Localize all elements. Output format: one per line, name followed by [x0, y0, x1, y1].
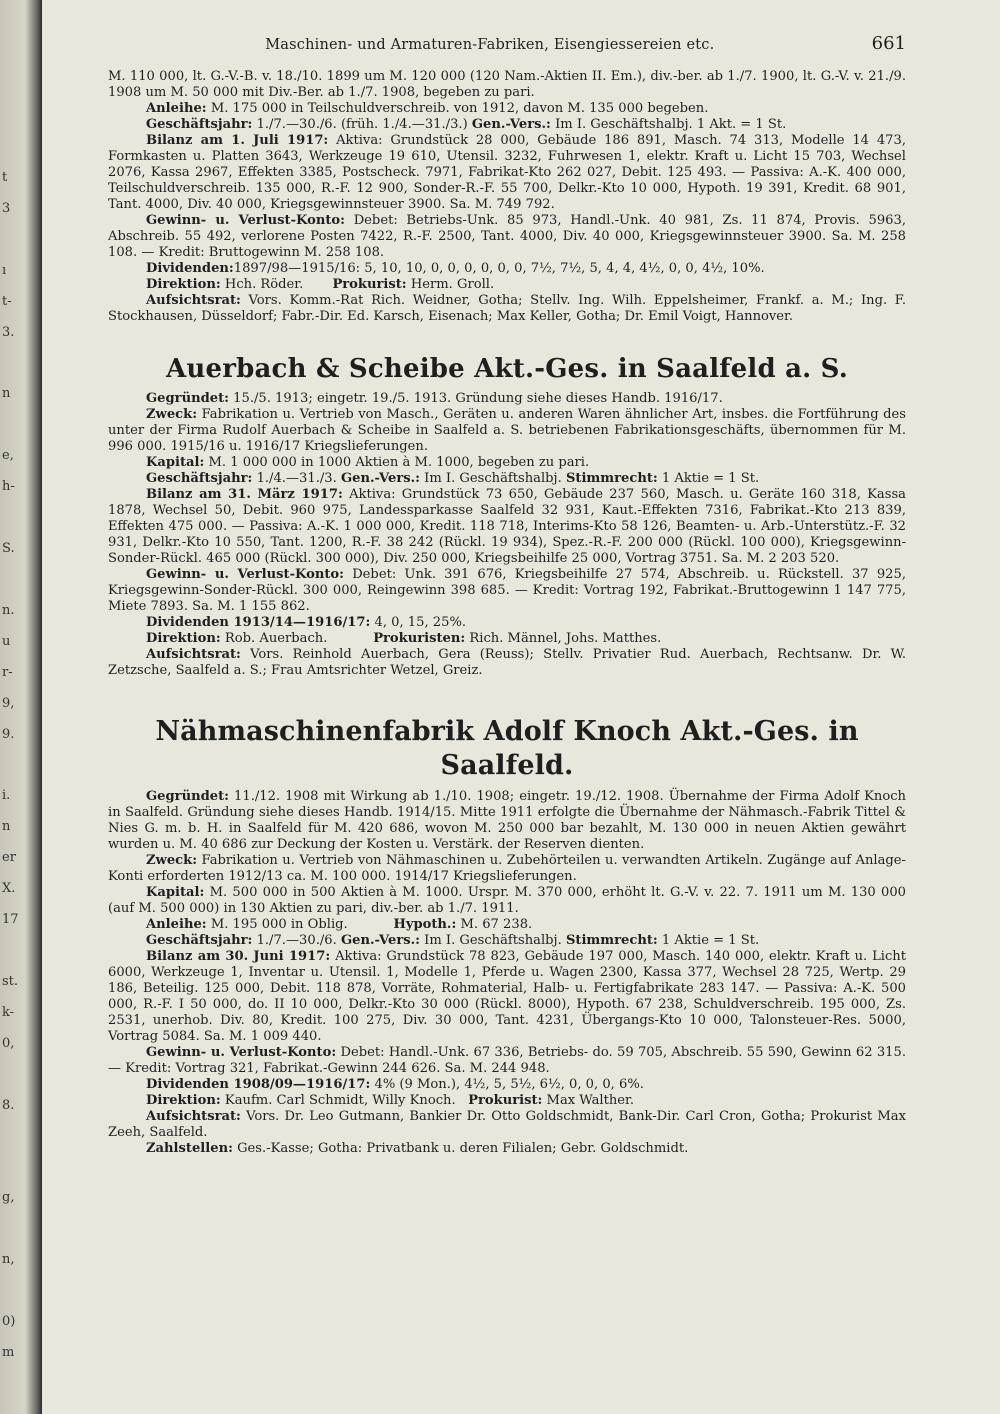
- stimmrecht-text: 1 Aktie = 1 St.: [661, 471, 760, 486]
- direktion-label: Direktion:: [146, 1093, 221, 1108]
- genvers-label: Gen.-Vers.:: [471, 117, 551, 132]
- direktion-entry: [108, 277, 906, 293]
- guv-text: Debet: Betriebs-Unk. 85 973, Handl.-Unk. 40 981, Zs. 11 874, Provis. 5963, Abschreib. 55 492, verlorene Posten 7422, R.-F. 2500, Tant. 4000, Div. 40 000, Kriegsgewinnsteuer 3900. Sa. M. 258 108. — Kredit: Bruttogewinn M. 258 108.: [108, 213, 906, 260]
- anleihe-entry: [108, 917, 906, 933]
- gutter-mark: S.: [2, 541, 15, 557]
- anleihe-text: M. 195 000 in Oblig.: [210, 917, 348, 932]
- section-continued: [108, 69, 906, 325]
- gutter-mark: er: [2, 850, 16, 866]
- bilanz-entry: [108, 487, 906, 567]
- geschaeftsjahr-label: Geschäftsjahr:: [146, 117, 253, 132]
- zweck-text: Fabrikation u. Vertrieb von Masch., Geräten u. anderen Waren ähnlicher Art, insbes. die Fortführung des unter der Firma Rudolf Auerbach & Scheibe in Saalfeld a. S. betriebenen Fabrikationsgeschäfts, übernommen für M. 996 000. 1915/16 u. 1916/17 Kriegslieferungen.: [108, 407, 907, 454]
- gutter-mark: r-: [2, 664, 13, 680]
- zweck-label: Zweck:: [146, 407, 198, 422]
- gutter-mark: n: [2, 819, 11, 835]
- guv-label: Gewinn- u. Verlust-Konto:: [146, 567, 344, 582]
- gegruendet-entry: [108, 789, 906, 853]
- aufsichtsrat-text: Vors. Reinhold Auerbach, Gera (Reuss); Stellv. Privatier Rud. Auerbach, Rechtsanw. Dr. W. Zetzsche, Saalfeld a. S.; Frau Amtsrichter Wetzel, Greiz.: [108, 647, 907, 678]
- gutter-mark: 8.: [2, 1097, 15, 1113]
- bilanz-entry: [108, 133, 906, 213]
- guv-text: Debet: Unk. 391 676, Kriegsbeihilfe 27 574, Abschreib. u. Rückstell. 37 925, Kriegsgewinn-Sonder-Rückl. 300 000, Reingewinn 398 685. — Kredit: Vortrag 192, Fabrikat.-Bruttogewinn 1 147 775, Miete 7893. Sa. M. 1 155 862.: [108, 567, 906, 614]
- direktion-text: Hch. Röder.: [224, 277, 304, 292]
- prokurist-label: Prokurist:: [332, 277, 407, 292]
- aufsichtsrat-entry: [108, 647, 906, 679]
- section-adolf-knoch: [108, 715, 906, 1157]
- kapital-text: M. 1 000 000 in 1000 Aktien à M. 1000, begeben zu pari.: [208, 455, 590, 470]
- document-page: [108, 33, 907, 1157]
- dividenden-label: Dividenden:: [146, 261, 234, 276]
- bilanz-label: Bilanz am 31. März 1917:: [146, 487, 343, 502]
- running-header: [108, 33, 906, 54]
- kapital-label: Kapital:: [146, 455, 205, 470]
- bilanz-text: Aktiva: Grundstück 28 000, Gebäude 186 891, Masch. 74 313, Modelle 14 473, Formkasten u. Platten 3643, Werkzeuge 19 610, Utensil. 3232, Fuhrwesen 1, elektr. Kraft u. Licht 15 703, Wechsel 2076, Kassa 2967, Effekten 3385, Postscheck. 7971, Fabrikat-Kto 262 027, Debit. 125 493. — Passiva: A.-K. 400 000, Teilschuldverschreib. 135 000, R.-F. 12 900, Sonder-R.-F. 55 700, Delkr.-Kto 10 000, Hypoth. 19 391, Kredit. 68 901, Tant. 4000, Div. 40 000, Kriegsgewinnsteuer 3900. Sa. M. 749 792.: [108, 133, 906, 212]
- guv-label: Gewinn- u. Verlust-Konto:: [146, 1045, 337, 1060]
- section-auerbach-scheibe: [108, 353, 906, 679]
- gutter-mark: 9,: [2, 695, 15, 711]
- direktion-text: Rob. Auerbach.: [224, 631, 328, 646]
- guv-entry: [108, 567, 906, 615]
- bilanz-text: Aktiva: Grundstück 78 823, Gebäude 197 000, Masch. 140 000, elektr. Kraft u. Licht 6000, Werkzeuge 1, Inventar u. Utensil. 1, Modelle 1, Pferde u. Wagen 2300, Kassa 377, Wechsel 28 725, Wertp. 29 186, Beteilig. 125 000, Debit. 118 878, Vorräte, Rohmaterial, Halb- u. Fertigfabrikate 283 147. — Passiva: A.-K. 500 000, R.-F. I 50 000, do. II 10 000, Delkr.-Kto 30 000 (Rückl. 8000), Hypoth. 67 238, Schuldverschreib. 195 000, Zs. 2531, unerhob. Div. 80, Kredit. 100 275, Div. 30 000, Tant. 4231, Übergangs-Kto 10 000, Talonsteuer-Res. 5000, Vortrag 5084. Sa. M. 1 009 440.: [108, 949, 906, 1044]
- gutter-mark: X.: [2, 881, 16, 897]
- kapital-entry: [108, 455, 906, 471]
- prokurist-label: Prokurist:: [468, 1093, 543, 1108]
- dividenden-label: Dividenden 1913/14—1916/17:: [146, 615, 371, 630]
- dividenden-entry: [108, 615, 906, 631]
- gutter-mark: h-: [2, 479, 15, 495]
- guv-entry: [108, 213, 906, 261]
- guv-label: Gewinn- u. Verlust-Konto:: [146, 213, 345, 228]
- dividenden-entry: [108, 261, 906, 277]
- aufsichtsrat-text: Vors. Komm.-Rat Rich. Weidner, Gotha; Stellv. Ing. Wilh. Eppelsheimer, Frankf. a. M.; Ing. F. Stockhausen, Düsseldorf; Fabr.-Dir. Ed. Karsch, Eisenach; Max Keller, Gotha; Dr. Emil Voigt, Hannover.: [108, 293, 906, 324]
- guv-entry: [108, 1045, 906, 1077]
- aufsichtsrat-text: Vors. Dr. Leo Gutmann, Bankier Dr. Otto Goldschmidt, Bank-Dir. Carl Cron, Gotha; Prokurist Max Zeeh, Saalfeld.: [108, 1109, 906, 1140]
- gutter-mark: 3: [2, 200, 11, 216]
- gegruendet-text: 11./12. 1908 mit Wirkung ab 1./10. 1908; eingetr. 19./12. 1908. Übernahme der Firma Adolf Knoch in Saalfeld. Gründung siehe dieses Handb. 1914/15. Mitte 1911 erfolgte die Übernahme der Nähmasch.-Fabrik Tittel & Nies G. m. b. H. in Saalfeld für M. 420 686, wovon M. 250 000 bar bezahlt, M. 130 000 in neuen Aktien gewährt wurden u. M. 40 686 zur Deckung der Kosten u. Verstärk. der Reserven dienten.: [108, 789, 906, 852]
- zweck-entry: [108, 853, 906, 885]
- prokuristen-label: Prokuristen:: [373, 631, 466, 646]
- genvers-text: Im I. Geschäftshalbj. 1 Akt. = 1 St.: [555, 117, 787, 132]
- gutter-mark: 0,: [2, 1035, 15, 1051]
- genvers-label: Gen.-Vers.:: [340, 471, 420, 486]
- gutter-mark: i.: [2, 788, 11, 804]
- bilanz-text: Aktiva: Grundstück 73 650, Gebäude 237 560, Masch. u. Geräte 160 318, Kassa 1878, Wechsel 50, Debit. 960 975, Landessparkasse Saalfeld 32 931, Kaut.-Effekten 7316, Fabrikat.-Kto 213 839, Effekten 475 000. — Passiva: A.-K. 1 000 000, Kredit. 118 718, Interims-Kto 58 126, Beamten- u. Arb.-Unterstütz.-F. 32 931, Delkr.-Kto 10 550, Tant. 1200, R.-F. 38 242 (Rückl. 19 934), Spez.-R.-F. 200 000 (Rückl. 100 000), Kriegsgewinn-Sonder-Rückl. 465 000 (Rückl. 300 000), Div. 250 000, Kriegsbeihilfe 25 000, Vortrag 3751. Sa. M. 2 203 520.: [108, 487, 906, 566]
- gutter-mark: 0): [2, 1314, 16, 1330]
- gutter-mark: m: [2, 1345, 15, 1361]
- bilanz-label: Bilanz am 30. Juni 1917:: [146, 949, 331, 964]
- direktion-entry: [108, 1093, 906, 1109]
- zweck-entry: [108, 407, 906, 455]
- gutter-mark: st.: [2, 974, 19, 989]
- geschaeftsjahr-entry: [108, 117, 906, 133]
- gutter-mark: u: [2, 633, 11, 649]
- company-heading: Auerbach & Scheibe Akt.-Ges. in Saalfeld a. S.: [166, 354, 848, 384]
- geschaeftsjahr-text: 1./7.—30./6.: [256, 933, 337, 948]
- zweck-label: Zweck:: [146, 853, 198, 868]
- page-number: 661: [871, 33, 906, 54]
- genvers-label: Gen.-Vers.:: [340, 933, 420, 948]
- gutter-mark: 9.: [2, 726, 15, 742]
- dividenden-text: 1897/98—1915/16: 5, 10, 10, 0, 0, 0, 0, 0, 0, 7½, 7½, 5, 4, 4, 4½, 0, 0, 4½, 10%.: [233, 261, 765, 276]
- aufsichtsrat-label: Aufsichtsrat:: [146, 293, 241, 308]
- genvers-text: Im I. Geschäftshalbj.: [424, 471, 562, 486]
- geschaeftsjahr-entry: [108, 933, 906, 949]
- gegruendet-text: 15./5. 1913; eingetr. 19./5. 1913. Gründung siehe dieses Handb. 1916/17.: [233, 391, 723, 406]
- stimmrecht-text: 1 Aktie = 1 St.: [661, 933, 760, 948]
- geschaeftsjahr-text: 1./4.—31./3.: [256, 471, 337, 486]
- gutter-mark: t-: [2, 293, 12, 309]
- direktion-label: Direktion:: [146, 277, 221, 292]
- genvers-text: Im I. Geschäftshalbj.: [424, 933, 562, 948]
- company-heading: Nähmaschinenfabrik Adolf Knoch Akt.-Ges. in Saalfeld.: [155, 716, 859, 781]
- geschaeftsjahr-text: 1./7.—30./6. (früh. 1./4.—31./3.): [256, 117, 468, 132]
- capital-continued: M. 110 000, lt. G.-V.-B. v. 18./10. 1899 um M. 120 000 (120 Nam.-Aktien II. Em.), div.-ber. ab 1./7. 1900, lt. G.-V. v. 21./9. 1908 um M. 50 000 mit Div.-Ber. ab 1./7. 1908, begeben zu pari.: [108, 69, 906, 100]
- gutter-mark: t: [2, 170, 8, 185]
- hypoth-text: M. 67 238.: [460, 917, 533, 932]
- aufsichtsrat-label: Aufsichtsrat:: [146, 647, 241, 662]
- anleihe-label: Anleihe:: [146, 101, 207, 116]
- zahlstellen-text: Ges.-Kasse; Gotha: Privatbank u. deren Filialen; Gebr. Goldschmidt.: [237, 1141, 689, 1156]
- kapital-text: M. 500 000 in 500 Aktien à M. 1000. Urspr. M. 370 000, erhöht lt. G.-V. v. 22. 7. 1911 um M. 130 000 (auf M. 500 000) in 130 Aktien zu pari, div.-ber. ab 1./7. 1911.: [108, 885, 906, 916]
- dividenden-text: 4, 0, 15, 25%.: [374, 615, 467, 630]
- gutter-mark: e,: [2, 448, 14, 464]
- dividenden-label: Dividenden 1908/09—1916/17:: [146, 1077, 371, 1092]
- gegruendet-label: Gegründet:: [146, 789, 229, 804]
- geschaeftsjahr-label: Geschäftsjahr:: [146, 471, 253, 486]
- anleihe-label: Anleihe:: [146, 917, 207, 932]
- gutter-mark: k-: [2, 1004, 15, 1020]
- gutter-mark: ı: [2, 262, 7, 278]
- kapital-entry: [108, 885, 906, 917]
- aufsichtsrat-entry: [108, 1109, 906, 1141]
- bilanz-entry: [108, 949, 906, 1045]
- geschaeftsjahr-label: Geschäftsjahr:: [146, 933, 253, 948]
- gutter-mark: n: [2, 386, 11, 402]
- gegruendet-label: Gegründet:: [146, 391, 229, 406]
- gutter-mark: n,: [2, 1252, 15, 1268]
- zweck-text: Fabrikation u. Vertrieb von Nähmaschinen u. Zubehörteilen u. verwandten Artikeln. Zugänge auf Anlage-Konti erforderten 1912/13 ca. M. 100 000. 1914/17 Kriegslieferungen.: [108, 853, 906, 884]
- prokurist-text: Max Walther.: [546, 1093, 635, 1108]
- stimmrecht-label: Stimmrecht:: [565, 471, 658, 486]
- dividenden-entry: [108, 1077, 906, 1093]
- direktion-label: Direktion:: [146, 631, 221, 646]
- dividenden-text: 4% (9 Mon.), 4½, 5, 5½, 6½, 0, 0, 0, 6%.: [374, 1077, 644, 1092]
- anleihe-text: M. 175 000 in Teilschuldverschreib. von 1912, davon M. 135 000 begeben.: [210, 101, 709, 116]
- anleihe-entry: [108, 101, 906, 117]
- stimmrecht-label: Stimmrecht:: [565, 933, 658, 948]
- direktion-text: Kaufm. Carl Schmidt, Willy Knoch.: [224, 1093, 456, 1108]
- aufsichtsrat-entry: [108, 293, 906, 325]
- gegruendet-entry: [108, 391, 906, 407]
- hypoth-label: Hypoth.:: [393, 917, 457, 932]
- running-title: Maschinen- und Armaturen-Fabriken, Eisengiessereien etc.: [265, 37, 715, 53]
- kapital-label: Kapital:: [146, 885, 205, 900]
- direktion-entry: [108, 631, 906, 647]
- prokuristen-text: Rich. Männel, Johs. Matthes.: [469, 631, 662, 646]
- gutter-mark: g,: [2, 1190, 15, 1206]
- gutter-mark: n.: [2, 602, 15, 618]
- prokurist-text: Herm. Groll.: [410, 277, 495, 292]
- zahlstellen-label: Zahlstellen:: [146, 1141, 233, 1156]
- geschaeftsjahr-entry: [108, 471, 906, 487]
- aufsichtsrat-label: Aufsichtsrat:: [146, 1109, 241, 1124]
- guv-text: Debet: Handl.-Unk. 67 336, Betriebs- do. 59 705, Abschreib. 55 590, Gewinn 62 315. — Kredit: Vortrag 321, Fabrikat.-Gewinn 244 626. Sa. M. 244 948.: [108, 1045, 906, 1076]
- gutter-mark: 3.: [2, 324, 15, 340]
- gutter-mark: 17: [2, 912, 19, 928]
- bilanz-label: Bilanz am 1. Juli 1917:: [146, 133, 329, 148]
- zahlstellen-entry: [108, 1141, 906, 1157]
